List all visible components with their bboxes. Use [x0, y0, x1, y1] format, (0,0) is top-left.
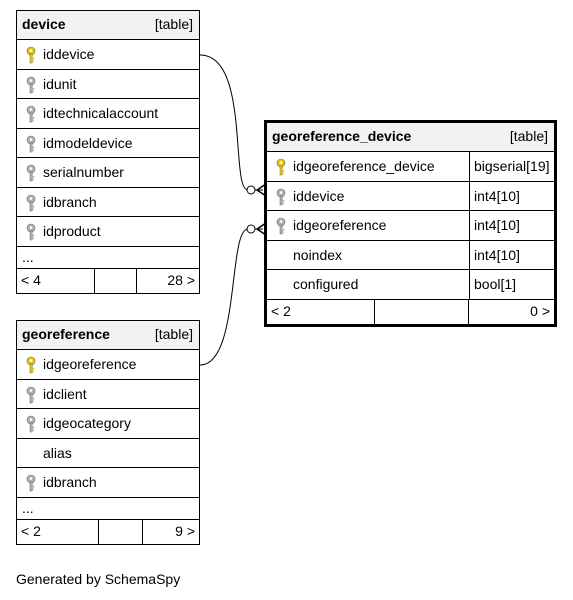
table-kind: [table] — [154, 16, 193, 32]
column-name: configured — [293, 276, 359, 292]
foreign-key-icon — [25, 474, 37, 492]
column-name: serialnumber — [43, 164, 124, 180]
generated-by-caption: Generated by SchemaSpy — [16, 571, 181, 587]
table-name: device — [22, 16, 66, 32]
parents-count[interactable]: < 2 — [21, 522, 41, 539]
link-georeference-to-georeference-device — [200, 229, 263, 365]
column-name: idbranch — [43, 193, 97, 210]
column-name: iddevice — [293, 187, 345, 204]
primary-key-icon — [25, 356, 37, 374]
column-name: idgeoreference — [43, 356, 137, 372]
column-name: idmodeldevice — [43, 134, 133, 151]
parents-count[interactable]: < 4 — [21, 271, 41, 288]
column-name: noindex — [293, 246, 343, 263]
table-header — [17, 11, 199, 40]
foreign-key-icon — [25, 194, 37, 212]
column-row[interactable] — [17, 188, 199, 218]
column-name: idgeoreference_device — [293, 158, 435, 174]
column-type: bigserial[19] — [469, 152, 554, 181]
parents-count[interactable]: < 2 — [271, 302, 291, 319]
table-georeference[interactable] — [16, 320, 200, 545]
table-footer — [17, 269, 199, 293]
foreign-key-icon — [25, 76, 37, 94]
children-count[interactable]: 0 > — [530, 302, 550, 319]
column-row[interactable] — [17, 99, 199, 129]
column-row[interactable] — [17, 468, 199, 498]
link-georeference-optional-marker — [247, 225, 255, 233]
column-row[interactable] — [267, 211, 554, 241]
column-type: int4[10] — [469, 182, 554, 211]
foreign-key-icon — [25, 164, 37, 182]
table-name: georeference — [22, 326, 110, 342]
table-header — [17, 321, 199, 350]
column-type: int4[10] — [469, 241, 554, 270]
column-row[interactable] — [267, 152, 554, 182]
table-name: georeference_device — [272, 128, 412, 144]
primary-key-icon — [25, 46, 37, 64]
column-name: idgeoreference — [293, 217, 387, 233]
column-type: int4[10] — [469, 211, 554, 240]
children-count[interactable]: 9 > — [175, 522, 195, 539]
column-name: iddevice — [43, 46, 95, 62]
column-type: bool[1] — [469, 270, 554, 299]
table-georeference-device[interactable] — [264, 120, 557, 327]
foreign-key-icon — [25, 135, 37, 153]
column-row[interactable] — [267, 241, 554, 271]
more-columns: ... — [17, 498, 199, 520]
column-row[interactable] — [17, 380, 199, 410]
column-name: idtechnicalaccount — [43, 105, 159, 121]
column-row[interactable] — [17, 217, 199, 247]
column-name: idgeocategory — [43, 415, 131, 431]
column-name: idunit — [43, 75, 77, 92]
column-name: idbranch — [43, 474, 97, 490]
column-row[interactable] — [17, 158, 199, 188]
column-row[interactable] — [267, 182, 554, 212]
column-row[interactable] — [17, 129, 199, 159]
table-device[interactable] — [16, 10, 200, 294]
more-columns: ... — [17, 247, 199, 269]
primary-key-icon — [275, 158, 287, 176]
children-count[interactable]: 28 > — [167, 271, 195, 288]
foreign-key-icon — [25, 415, 37, 433]
column-name: idproduct — [43, 223, 101, 239]
table-footer — [17, 520, 199, 544]
foreign-key-icon — [25, 105, 37, 123]
foreign-key-icon — [25, 386, 37, 404]
foreign-key-icon — [275, 188, 287, 206]
column-name: idclient — [43, 385, 87, 402]
table-kind: [table] — [509, 128, 548, 144]
column-name: alias — [43, 444, 72, 461]
table-header — [267, 123, 554, 152]
link-device-optional-marker — [247, 186, 255, 194]
column-row[interactable] — [17, 350, 199, 380]
column-row[interactable] — [267, 270, 554, 300]
table-kind: [table] — [154, 326, 193, 342]
column-row[interactable] — [17, 409, 199, 439]
link-device-to-georeference-device — [200, 55, 263, 190]
table-footer — [267, 300, 554, 324]
foreign-key-icon — [25, 223, 37, 241]
column-row[interactable] — [17, 439, 199, 469]
column-row[interactable] — [17, 40, 199, 70]
foreign-key-icon — [275, 217, 287, 235]
column-row[interactable] — [17, 70, 199, 100]
